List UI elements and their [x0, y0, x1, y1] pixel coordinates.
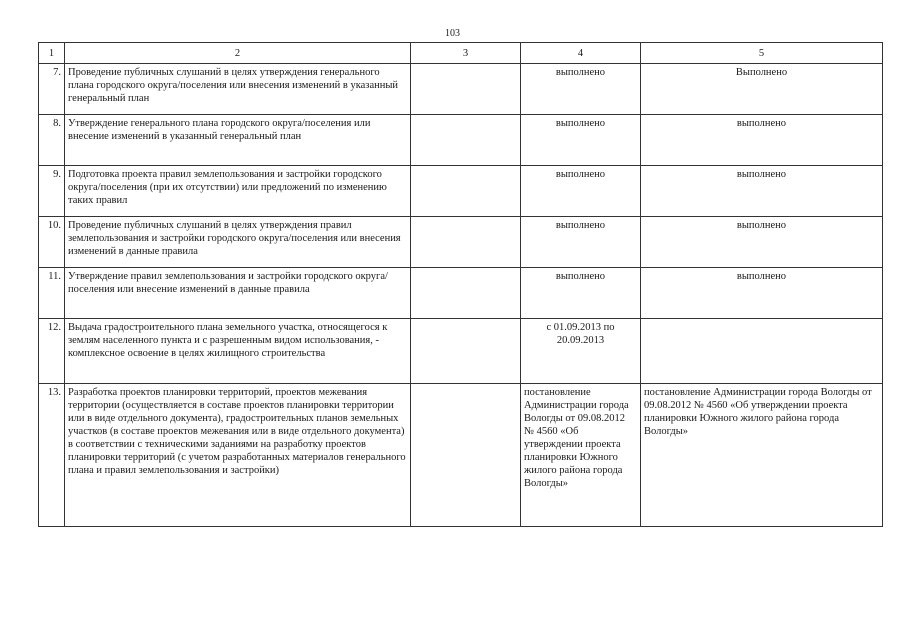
row-col4: постановление Администрации города Вологды от 09.08.2012 № 4560 «Об утверждении проекта планировки Южного жилого района города Вологды»: [521, 384, 641, 527]
row-col5: [641, 319, 883, 384]
row-col4: выполнено: [521, 115, 641, 166]
row-col5: постановление Администрации города Вологды от 09.08.2012 № 4560 «Об утверждении проекта планировки Южного жилого района города Вологды»: [641, 384, 883, 527]
row-number: 11.: [39, 268, 65, 319]
row-number: 13.: [39, 384, 65, 527]
header-col-3: 3: [411, 43, 521, 64]
row-col3: [411, 268, 521, 319]
row-col4: выполнено: [521, 217, 641, 268]
header-col-4: 4: [521, 43, 641, 64]
row-col4: с 01.09.2013 по 20.09.2013: [521, 319, 641, 384]
row-col3: [411, 217, 521, 268]
plan-table: [38, 42, 883, 527]
row-col5: Выполнено: [641, 64, 883, 115]
row-col5: выполнено: [641, 217, 883, 268]
row-task: Проведение публичных слушаний в целях утверждения правил землепользования и застройки городского округа/поселения или внесения изменений в данные правила: [65, 217, 411, 268]
table-row: [39, 217, 883, 268]
table-row: [39, 166, 883, 217]
header-row: [39, 43, 883, 64]
row-col3: [411, 319, 521, 384]
table-row: [39, 319, 883, 384]
table-row: [39, 64, 883, 115]
row-col5: выполнено: [641, 166, 883, 217]
row-col4: выполнено: [521, 268, 641, 319]
table-row: [39, 384, 883, 527]
page-number: 103: [445, 28, 460, 39]
row-task: Выдача градостроительного плана земельного участка, относящегося к землям населенного пункта и с разрешенным видом использования, - комплексное освоение в целях жилищного строительства: [65, 319, 411, 384]
header-col-5: 5: [641, 43, 883, 64]
row-number: 9.: [39, 166, 65, 217]
row-col3: [411, 115, 521, 166]
row-number: 10.: [39, 217, 65, 268]
row-col3: [411, 64, 521, 115]
row-task: Утверждение правил землепользования и застройки городского округа/поселения или внесение изменений в данные правила: [65, 268, 411, 319]
header-col-1: 1: [39, 43, 65, 64]
row-task: Проведение публичных слушаний в целях утверждения генерального плана городского округа/поселения или внесения изменений в указанный генеральный план: [65, 64, 411, 115]
row-col4: выполнено: [521, 64, 641, 115]
row-col5: выполнено: [641, 268, 883, 319]
row-col4: выполнено: [521, 166, 641, 217]
row-col5: выполнено: [641, 115, 883, 166]
row-number: 7.: [39, 64, 65, 115]
row-col3: [411, 384, 521, 527]
table-row: [39, 268, 883, 319]
row-number: 12.: [39, 319, 65, 384]
row-task: Подготовка проекта правил землепользования и застройки городского округа/поселения (при их отсутствии) или предложений по изменению таких правил: [65, 166, 411, 217]
row-task: Разработка проектов планировки территорий, проектов межевания территории (осуществляется в составе проектов планировки территории или в виде отдельного документа), градостроительных планов земельных участков (в составе проектов межевания или в виде отдельного документа) в соответствии с техническими заданиями на разработку проектов планировки территорий (с учетом разработанных материалов генерального плана и правил землепользования и застройки): [65, 384, 411, 527]
header-col-2: 2: [65, 43, 411, 64]
table-row: [39, 115, 883, 166]
row-number: 8.: [39, 115, 65, 166]
row-col3: [411, 166, 521, 217]
row-task: Утверждение генерального плана городского округа/поселения или внесение изменений в указанный генеральный план: [65, 115, 411, 166]
